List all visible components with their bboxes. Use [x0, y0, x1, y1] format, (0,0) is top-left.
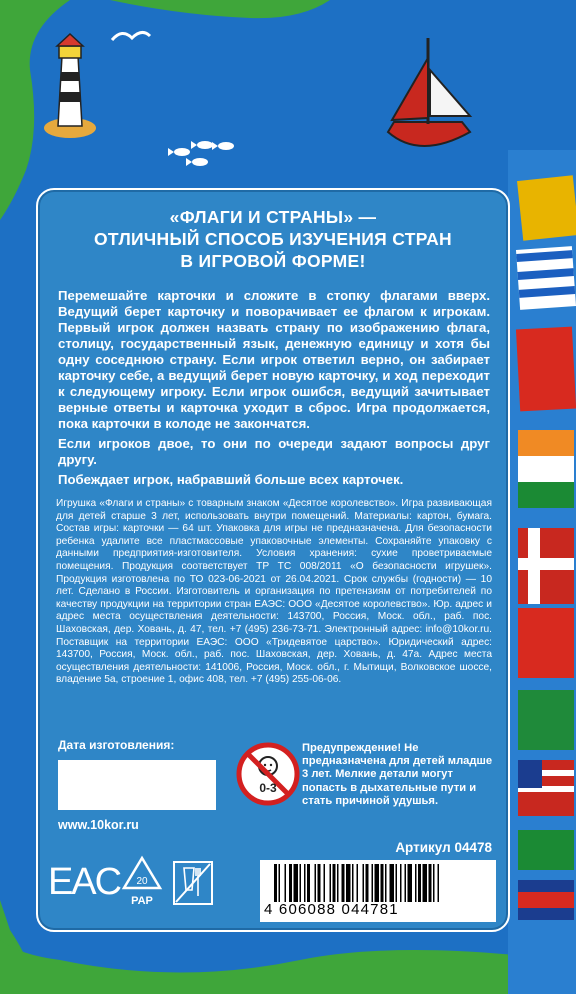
barcode-bar	[324, 864, 326, 902]
barcode-bar	[279, 864, 281, 902]
barcode-bar	[307, 864, 310, 902]
website-url: www.10kor.ru	[58, 818, 139, 832]
svg-text:EAC: EAC	[47, 861, 121, 903]
barcode-bar	[396, 864, 398, 902]
game-rules	[58, 288, 490, 488]
barcode-bar	[433, 864, 435, 902]
barcode-bar	[304, 864, 306, 902]
title-line-1: «ФЛАГИ И СТРАНЫ» —	[169, 207, 377, 227]
barcode-bars	[274, 864, 490, 902]
svg-text:20: 20	[136, 876, 148, 887]
barcode-bar	[352, 864, 354, 902]
rules-paragraph: Побеждает игрок, набравший больше всех карточек.	[58, 472, 404, 487]
barcode-bar	[342, 864, 345, 902]
manufacture-date-field	[58, 760, 216, 810]
barcode-bar	[438, 864, 440, 902]
barcode	[260, 860, 496, 922]
barcode-bar	[300, 864, 302, 902]
barcode-bar	[405, 864, 407, 902]
barcode-bar	[333, 864, 336, 902]
barcode-bar	[274, 864, 277, 902]
barcode-bar	[337, 864, 339, 902]
rules-paragraph: Перемешайте карточки и сложите в стопку флагами вверх. Ведущий берет карточку и поворачивает ее флагом к игрокам. Первый игрок должен назвать страну по изображению флага, столицу, государственный язык, денежную единицу и хотя бы одну соседнюю страну. Если игрок ответил верно, он забирает карточку себе, а ведущий берет новую карточку, и ход переходит к следующему игроку. Если игрок ошибся, ведущий зачитывает верные ответы и карточка уходит в сброс. Игра продолжается, пока карточки в колоде не закончатся.	[58, 288, 490, 431]
title-line-3: В ИГРОВОЙ ФОРМЕ!	[180, 251, 366, 271]
barcode-bar	[408, 864, 413, 902]
barcode-bar	[390, 864, 395, 902]
barcode-bar	[418, 864, 421, 902]
legal-text: Игрушка «Флаги и страны» с товарным знаком «Десятое королевство». Игра развивающая для детей старше 3 лет, использовать внутри помещений. Материалы: картон, бумага. Состав игры: карточки — 64 шт. Упаковка для игры не предназначена. Для безопасности ребенка удалите все пластмассовые упаковочные элементы. Сохраняйте упаковку с данными предприятия-изготовителя. Условия хранения: сухие проветриваемые помещения. Продукция соответствует ТР ТС 008/2011 «О безопасности игрушек». Продукция изготовлена по ТО 023-06-2021 от 26.04.2021. Срок службы (годности) — 10 лет. Сделано в России. Изготовитель и организация по претензиям от потребителей по качеству продукции на территории стран ЕАЭС: ООО «Десятое королевство». Юр. адрес и адрес места осуществления деятельности: 143700, Россия, Моск. обл., раб. пос. Шаховская, дер. Ховань, д. 47, тел. +7 (495) 236-73-71. Электронный адрес: info@10kor.ru. Поставщик на территории ЕАЭС: ООО «Тридевятое царство». Юридический адрес: 143700, Россия, Моск. обл., раб. пос. Шаховская, дер. Ховань, д. 47а. Адрес места осуществления деятельности: 141006, Россия, Моск. обл., г. Мытищи, Волковское шоссе, владение 5а, строение 1, офис 408, тел. +7 (495) 255-06-06.	[56, 498, 492, 686]
barcode-bar	[357, 864, 359, 902]
product-title	[38, 206, 508, 272]
barcode-bar	[381, 864, 384, 902]
warning-text: Предупреждение! Не предназначена для детей младше 3 лет. Мелкие детали могут попасть в дыхательные пути и стать причиной удушья.	[302, 742, 493, 807]
barcode-bar	[375, 864, 380, 902]
age-warning-icon	[236, 742, 300, 806]
barcode-bar	[315, 864, 317, 902]
barcode-bar	[429, 864, 432, 902]
svg-text:PAP: PAP	[131, 895, 153, 907]
barcode-bar	[289, 864, 292, 902]
barcode-bar	[294, 864, 299, 902]
barcode-bar	[363, 864, 365, 902]
age-badge: 0-3	[259, 781, 277, 795]
rules-paragraph: Если игроков двое, то они по очереди задают вопросы друг другу.	[58, 436, 490, 467]
barcode-bar	[346, 864, 351, 902]
barcode-bar	[423, 864, 428, 902]
barcode-bar	[385, 864, 387, 902]
barcode-bar	[400, 864, 402, 902]
not-food-contact-icon	[172, 860, 214, 906]
barcode-bar	[285, 864, 287, 902]
eac-mark-icon	[47, 858, 121, 903]
barcode-number: 4 606088 044781	[264, 901, 399, 918]
article-number: Артикул 04478	[395, 840, 492, 855]
recycle-pap-icon	[118, 854, 166, 910]
flags-strip	[516, 175, 576, 920]
title-line-2: ОТЛИЧНЫЙ СПОСОБ ИЗУЧЕНИЯ СТРАН	[94, 229, 452, 249]
manufacture-date-label: Дата изготовления:	[58, 738, 175, 752]
barcode-bar	[415, 864, 417, 902]
barcode-bar	[372, 864, 374, 902]
info-panel	[36, 188, 510, 932]
barcode-bar	[366, 864, 369, 902]
barcode-bar	[318, 864, 321, 902]
barcode-bar	[330, 864, 332, 902]
